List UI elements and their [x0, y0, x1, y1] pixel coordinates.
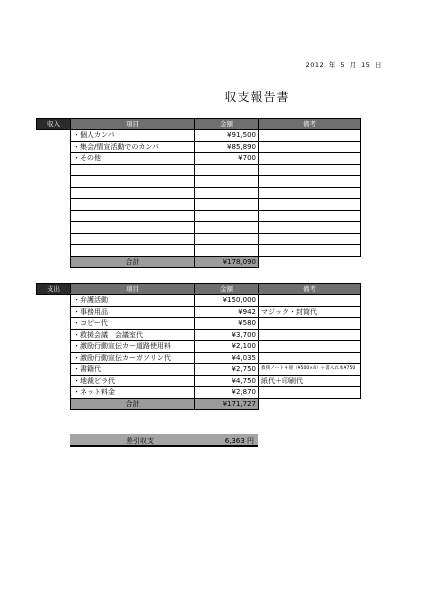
expense-section-label: 支出 [37, 284, 71, 295]
expense-table [36, 283, 361, 410]
income-col-amount: 金額 [195, 119, 259, 130]
income-row-spacer [37, 164, 71, 176]
expense-row [37, 318, 361, 330]
income-total-label: 合計 [71, 256, 195, 268]
expense-row [37, 306, 361, 318]
expense-total-blank [259, 398, 361, 410]
income-cell-note [259, 199, 361, 211]
expense-row-spacer [37, 329, 71, 341]
expense-cell-amount: ¥2,100 [195, 341, 259, 353]
expense-row-spacer [37, 387, 71, 399]
expense-cell-amount: ¥2,750 [195, 364, 259, 376]
balance-value: 6,363 円 [224, 437, 254, 445]
expense-cell-item: ・ネット料金 [71, 387, 195, 399]
expense-row-spacer [37, 306, 71, 318]
expense-header-row [37, 284, 361, 295]
income-cell-item [71, 199, 195, 211]
income-cell-note [259, 130, 361, 142]
income-cell-amount: ¥700 [195, 153, 259, 165]
income-row [37, 210, 361, 222]
income-cell-item [71, 222, 195, 234]
income-row-spacer [37, 222, 71, 234]
expense-cell-item: ・激励行動宣伝カー道路使用料 [71, 341, 195, 353]
expense-cell-amount: ¥942 [195, 306, 259, 318]
expense-row [37, 387, 361, 399]
income-row-spacer [37, 130, 71, 142]
income-total-blank [259, 256, 361, 268]
income-cell-note [259, 210, 361, 222]
income-cell-item: ・集会/情宣活動でのカンパ [71, 141, 195, 153]
expense-cell-item: ・地裁ビラ代 [71, 375, 195, 387]
income-cell-amount: ¥91,500 [195, 130, 259, 142]
income-cell-note [259, 141, 361, 153]
income-cell-item [71, 245, 195, 257]
expense-row [37, 329, 361, 341]
income-cell-amount: ¥85,890 [195, 141, 259, 153]
expense-total-row [37, 398, 361, 410]
expense-cell-item: ・激励行動宣伝カーガソリン代 [71, 352, 195, 364]
income-cell-item [71, 187, 195, 199]
income-cell-amount [195, 164, 259, 176]
income-cell-amount [195, 222, 259, 234]
income-cell-note [259, 176, 361, 188]
date-year-unit: 年 [328, 61, 336, 69]
income-row [37, 187, 361, 199]
expense-row-spacer [37, 341, 71, 353]
expense-col-amount: 金額 [195, 284, 259, 295]
income-header-row [37, 119, 361, 130]
income-cell-amount [195, 176, 259, 188]
income-row [37, 130, 361, 142]
income-cell-item: ・個人カンパ [71, 130, 195, 142]
income-cell-note [259, 187, 361, 199]
expense-cell-amount: ¥150,000 [195, 295, 259, 307]
income-cell-amount [195, 199, 259, 211]
balance-row [70, 434, 258, 447]
expense-cell-item: ・コピー代 [71, 318, 195, 330]
expense-row [37, 352, 361, 364]
income-cell-amount [195, 245, 259, 257]
income-cell-item [71, 210, 195, 222]
expense-cell-item: ・書籍代 [71, 364, 195, 376]
income-cell-note [259, 222, 361, 234]
expense-col-item: 項目 [71, 284, 195, 295]
date-month-unit: 月 [349, 61, 357, 69]
expense-cell-note: 救援ノート４冊（¥500×4）＋書入れ本¥750 [259, 364, 361, 376]
expense-cell-amount: ¥2,870 [195, 387, 259, 399]
income-total-row [37, 256, 361, 268]
expense-row-spacer [37, 375, 71, 387]
income-col-item: 項目 [71, 119, 195, 130]
income-cell-amount [195, 210, 259, 222]
income-row-spacer [37, 141, 71, 153]
expense-cell-amount: ¥580 [195, 318, 259, 330]
expense-cell-item: ・救援会議 会議室代 [71, 329, 195, 341]
expense-cell-amount: ¥4,750 [195, 375, 259, 387]
income-row-spacer [37, 245, 71, 257]
expense-cell-note [259, 352, 361, 364]
income-row [37, 233, 361, 245]
expense-row-spacer [37, 318, 71, 330]
expense-cell-note: マジック・封筒代 [259, 306, 361, 318]
date-day-unit: 日 [375, 61, 382, 69]
income-cell-item [71, 233, 195, 245]
report-date [304, 60, 382, 69]
expense-cell-note: 紙代＋印刷代 [259, 375, 361, 387]
page-title: 収支報告書 [224, 90, 290, 104]
expense-cell-note [259, 387, 361, 399]
income-cell-item [71, 164, 195, 176]
expense-row-spacer [37, 295, 71, 307]
income-col-note: 備考 [259, 119, 361, 130]
expense-row [37, 295, 361, 307]
income-row [37, 245, 361, 257]
income-row-spacer [37, 187, 71, 199]
income-row [37, 199, 361, 211]
income-row [37, 222, 361, 234]
income-cell-item: ・その他 [71, 153, 195, 165]
expense-total-spacer [37, 398, 71, 410]
income-row [37, 141, 361, 153]
income-cell-note [259, 233, 361, 245]
expense-cell-note [259, 295, 361, 307]
date-year: 2012 [305, 61, 325, 69]
expense-row-spacer [37, 352, 71, 364]
balance-label: 差引収支 [126, 437, 154, 445]
income-cell-note [259, 245, 361, 257]
expense-cell-note [259, 329, 361, 341]
income-cell-item [71, 176, 195, 188]
expense-row [37, 364, 361, 376]
income-row [37, 176, 361, 188]
expense-row-spacer [37, 364, 71, 376]
expense-cell-amount: ¥4,035 [195, 352, 259, 364]
date-month: 5 [340, 61, 345, 69]
income-cell-amount [195, 187, 259, 199]
expense-total-amount: ¥171,727 [195, 398, 259, 410]
income-cell-amount [195, 233, 259, 245]
income-section-label: 収入 [37, 119, 71, 130]
expense-cell-amount: ¥3,700 [195, 329, 259, 341]
expense-row [37, 341, 361, 353]
income-table [36, 118, 361, 268]
expense-cell-item: ・弁護活動 [71, 295, 195, 307]
income-row [37, 153, 361, 165]
income-cell-note [259, 153, 361, 165]
income-row-spacer [37, 176, 71, 188]
expense-col-note: 備考 [259, 284, 361, 295]
expense-total-label: 合計 [71, 398, 195, 410]
income-total-spacer [37, 256, 71, 268]
date-day: 15 [361, 61, 371, 69]
income-row-spacer [37, 210, 71, 222]
income-row-spacer [37, 233, 71, 245]
income-row [37, 164, 361, 176]
income-row-spacer [37, 153, 71, 165]
income-total-amount: ¥178,090 [195, 256, 259, 268]
income-row-spacer [37, 199, 71, 211]
income-cell-note [259, 164, 361, 176]
expense-row [37, 375, 361, 387]
expense-cell-note [259, 341, 361, 353]
expense-cell-note [259, 318, 361, 330]
expense-cell-item: ・事務用品 [71, 306, 195, 318]
